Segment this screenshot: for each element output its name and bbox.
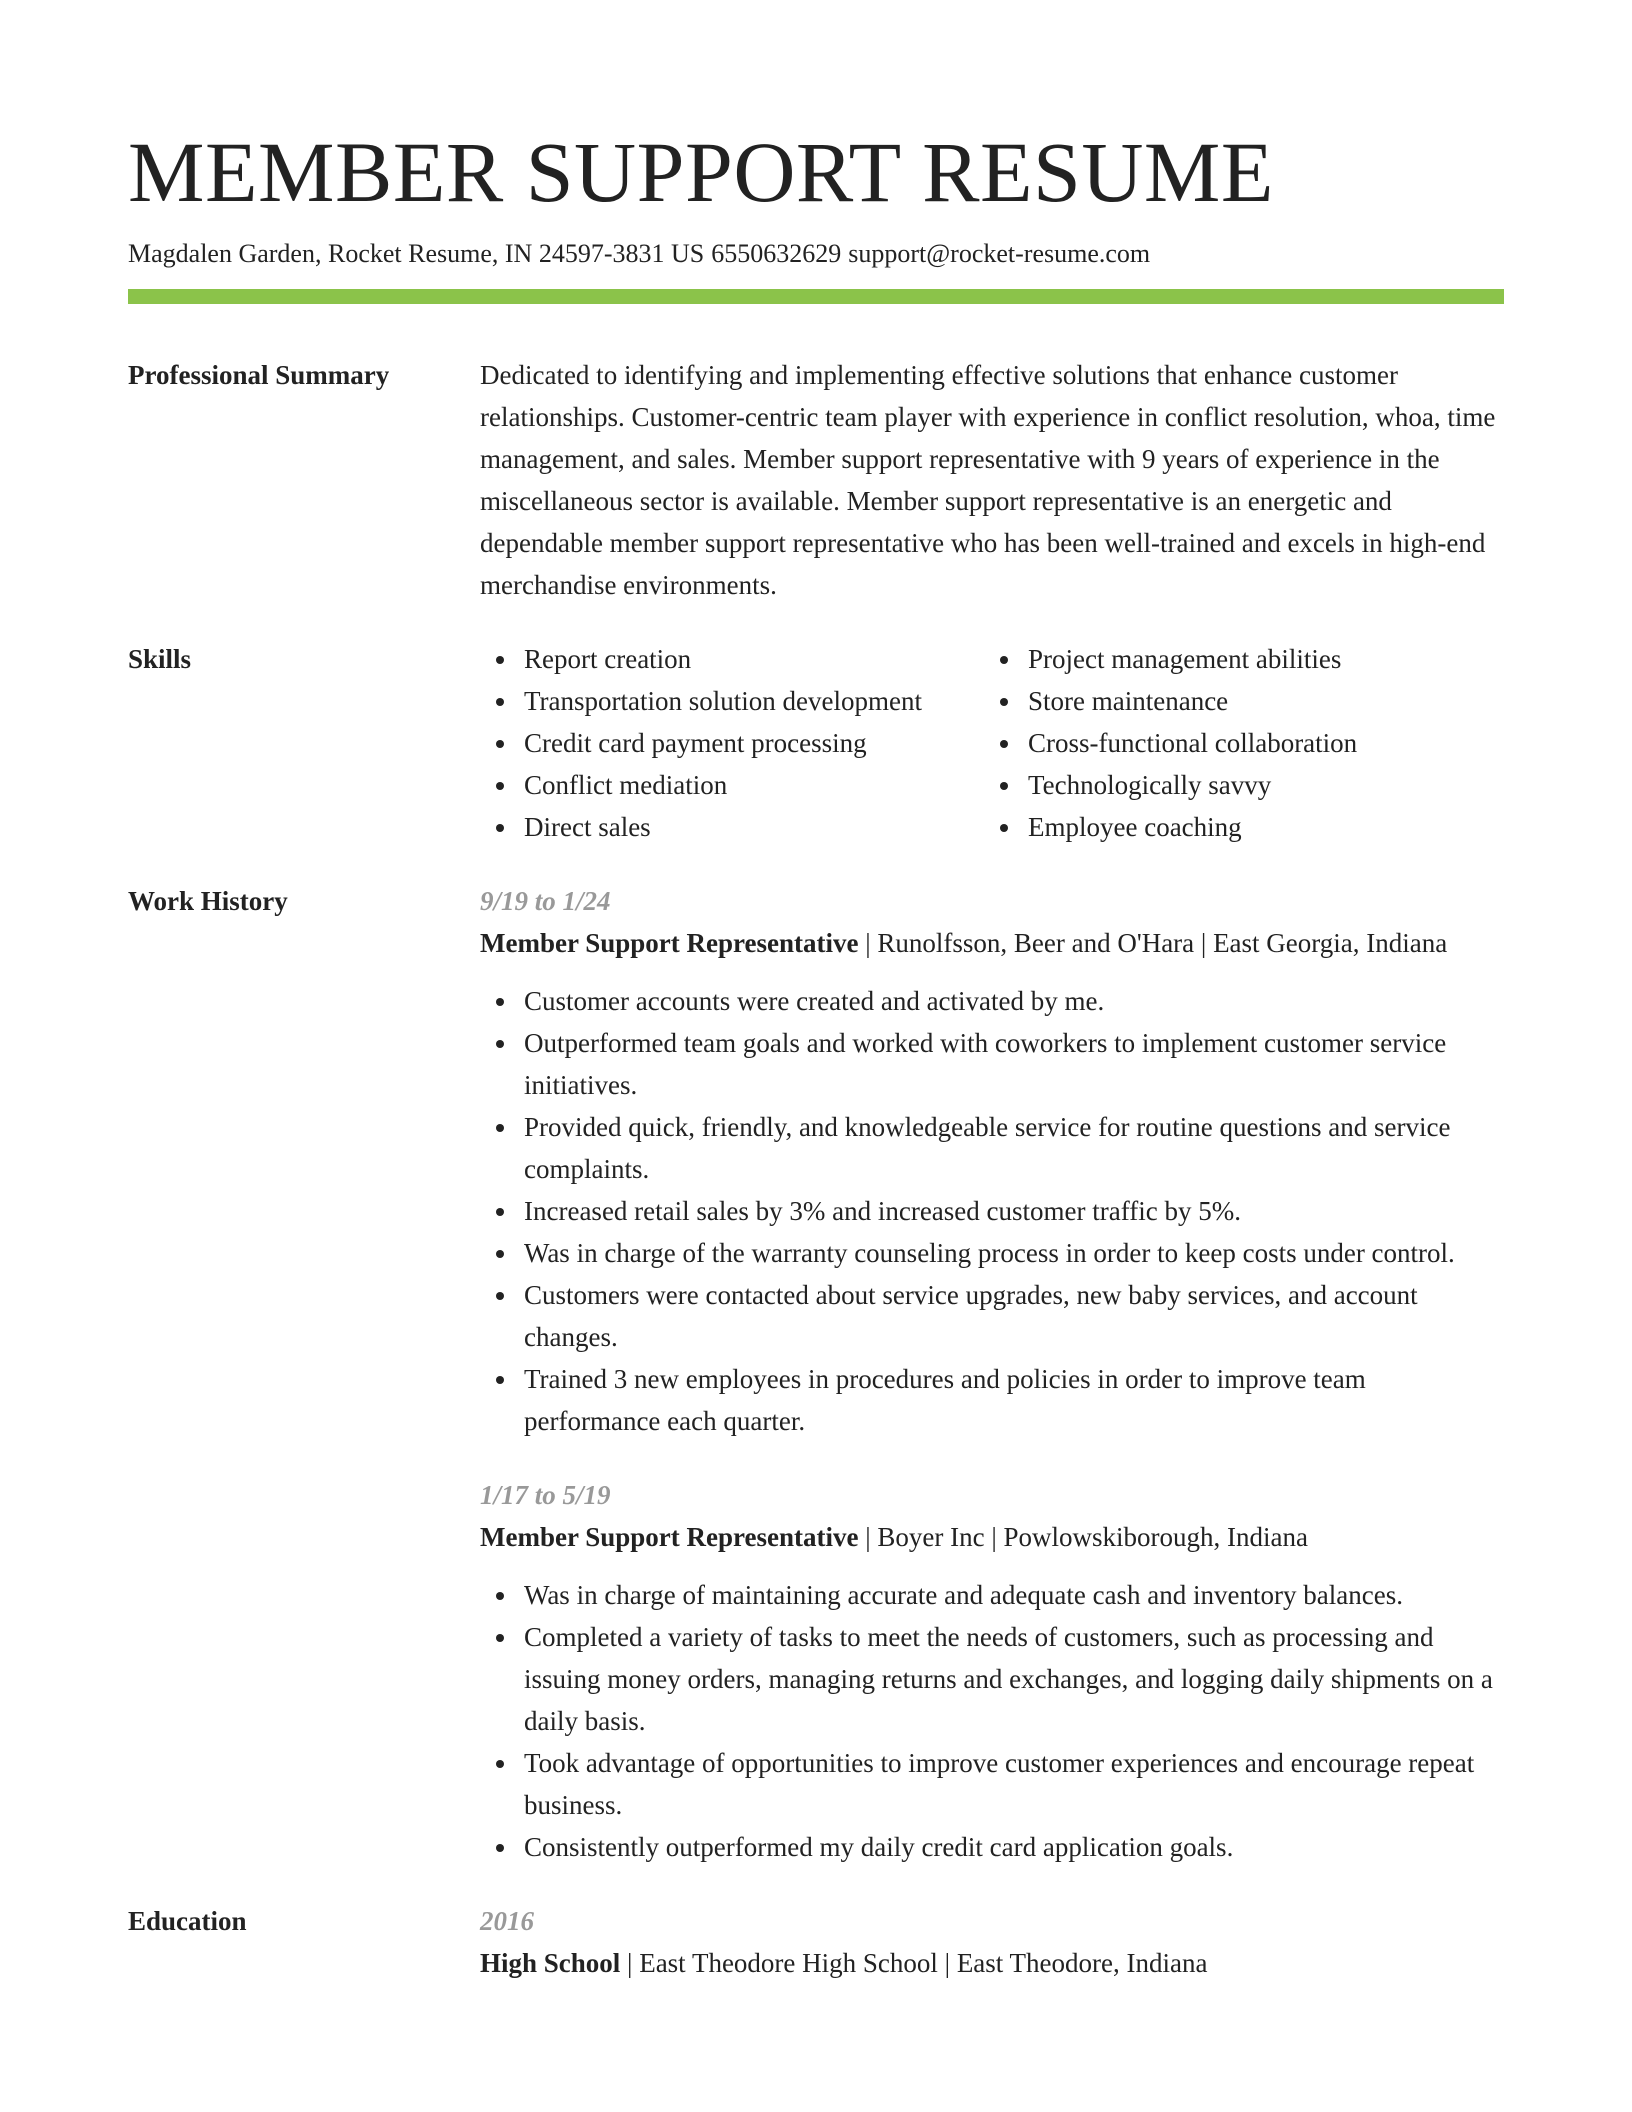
skill-item: Project management abilities <box>984 638 1488 680</box>
education-separator: | <box>937 1948 957 1978</box>
education-degree: High School <box>480 1948 621 1978</box>
job-location: East Georgia, Indiana <box>1213 928 1448 958</box>
education-header <box>480 1942 1504 1984</box>
skill-item: Transportation solution development <box>480 680 984 722</box>
job-bullet: Increased retail sales by 3% and increased customer traffic by 5%. <box>480 1190 1504 1232</box>
summary-text: Dedicated to identifying and implementing effective solutions that enhance customer relationships. Customer-centric team player with experience in conflict resolution, whoa, time management, and sales. Member support representative with 9 years of experience in the miscellaneous sector is available. Member support representative is an energetic and dependable member support representative who has been well-trained and excels in high-end merchandise environments. <box>480 360 1496 600</box>
education-section <box>128 1900 1504 1984</box>
skill-item: Cross-functional collaboration <box>984 722 1488 764</box>
job-separator: | <box>984 1522 1004 1552</box>
page-title: MEMBER SUPPORT RESUME <box>128 124 1274 220</box>
job-entry <box>480 1474 1504 1868</box>
accent-divider <box>128 289 1504 304</box>
job-bullet: Took advantage of opportunities to improve customer experiences and encourage repeat business. <box>480 1742 1504 1826</box>
job-title: Member Support Representative <box>480 1522 859 1552</box>
skills-heading: Skills <box>128 644 192 674</box>
job-bullet: Consistently outperformed my daily credit card application goals. <box>480 1826 1504 1868</box>
job-bullet: Was in charge of maintaining accurate and adequate cash and inventory balances. <box>480 1574 1504 1616</box>
skills-list-right <box>984 638 1488 848</box>
skill-item: Store maintenance <box>984 680 1488 722</box>
job-bullet: Outperformed team goals and worked with coworkers to implement customer service initiatives. <box>480 1022 1504 1106</box>
job-header <box>480 922 1504 964</box>
summary-heading: Professional Summary <box>128 360 390 390</box>
skill-item: Credit card payment processing <box>480 722 984 764</box>
job-bullet: Customers were contacted about service upgrades, new baby services, and account changes. <box>480 1274 1504 1358</box>
skills-body <box>480 638 1504 848</box>
job-bullets <box>480 1574 1504 1868</box>
job-separator: | <box>858 928 878 958</box>
job-company: Runolfsson, Beer and O'Hara <box>877 928 1195 958</box>
skills-list-left <box>480 638 984 848</box>
skill-item: Conflict mediation <box>480 764 984 806</box>
skill-item: Report creation <box>480 638 984 680</box>
education-separator: | <box>620 1948 640 1978</box>
education-body <box>480 1900 1504 1984</box>
education-school: East Theodore High School <box>639 1948 938 1978</box>
resume-page <box>128 118 1504 1984</box>
job-title: Member Support Representative <box>480 928 859 958</box>
work-history-section <box>128 880 1504 1868</box>
contact-line <box>128 236 1504 272</box>
job-header <box>480 1516 1504 1558</box>
contact-phone: 6550632629 <box>711 239 842 268</box>
contact-email: support@rocket-resume.com <box>848 239 1151 268</box>
education-location: East Theodore, Indiana <box>956 1948 1208 1978</box>
education-year: 2016 <box>480 1906 534 1936</box>
job-bullets <box>480 980 1504 1442</box>
job-bullet: Was in charge of the warranty counseling process in order to keep costs under control. <box>480 1232 1504 1274</box>
skill-item: Direct sales <box>480 806 984 848</box>
work-history-heading: Work History <box>128 886 288 916</box>
job-bullet: Completed a variety of tasks to meet the needs of customers, such as processing and issuing money orders, managing returns and exchanges, and logging daily shipments on a daily basis. <box>480 1616 1504 1742</box>
job-dates: 9/19 to 1/24 <box>480 886 611 916</box>
job-bullet: Trained 3 new employees in procedures and policies in order to improve team performance each quarter. <box>480 1358 1504 1442</box>
job-bullet: Provided quick, friendly, and knowledgeable service for routine questions and service complaints. <box>480 1106 1504 1190</box>
job-location: Powlowskiborough, Indiana <box>1003 1522 1308 1552</box>
skill-item: Technologically savvy <box>984 764 1488 806</box>
job-bullet: Customer accounts were created and activated by me. <box>480 980 1504 1022</box>
education-heading: Education <box>128 1906 247 1936</box>
contact-address: Magdalen Garden, Rocket Resume, IN 24597-3831 US <box>128 239 705 268</box>
summary-section <box>128 354 1504 606</box>
work-history-body <box>480 880 1504 1868</box>
skill-item: Employee coaching <box>984 806 1488 848</box>
job-separator: | <box>858 1522 878 1552</box>
skills-section <box>128 638 1504 848</box>
job-entry <box>480 880 1504 1442</box>
job-company: Boyer Inc <box>877 1522 985 1552</box>
job-separator: | <box>1194 928 1214 958</box>
job-dates: 1/17 to 5/19 <box>480 1480 611 1510</box>
